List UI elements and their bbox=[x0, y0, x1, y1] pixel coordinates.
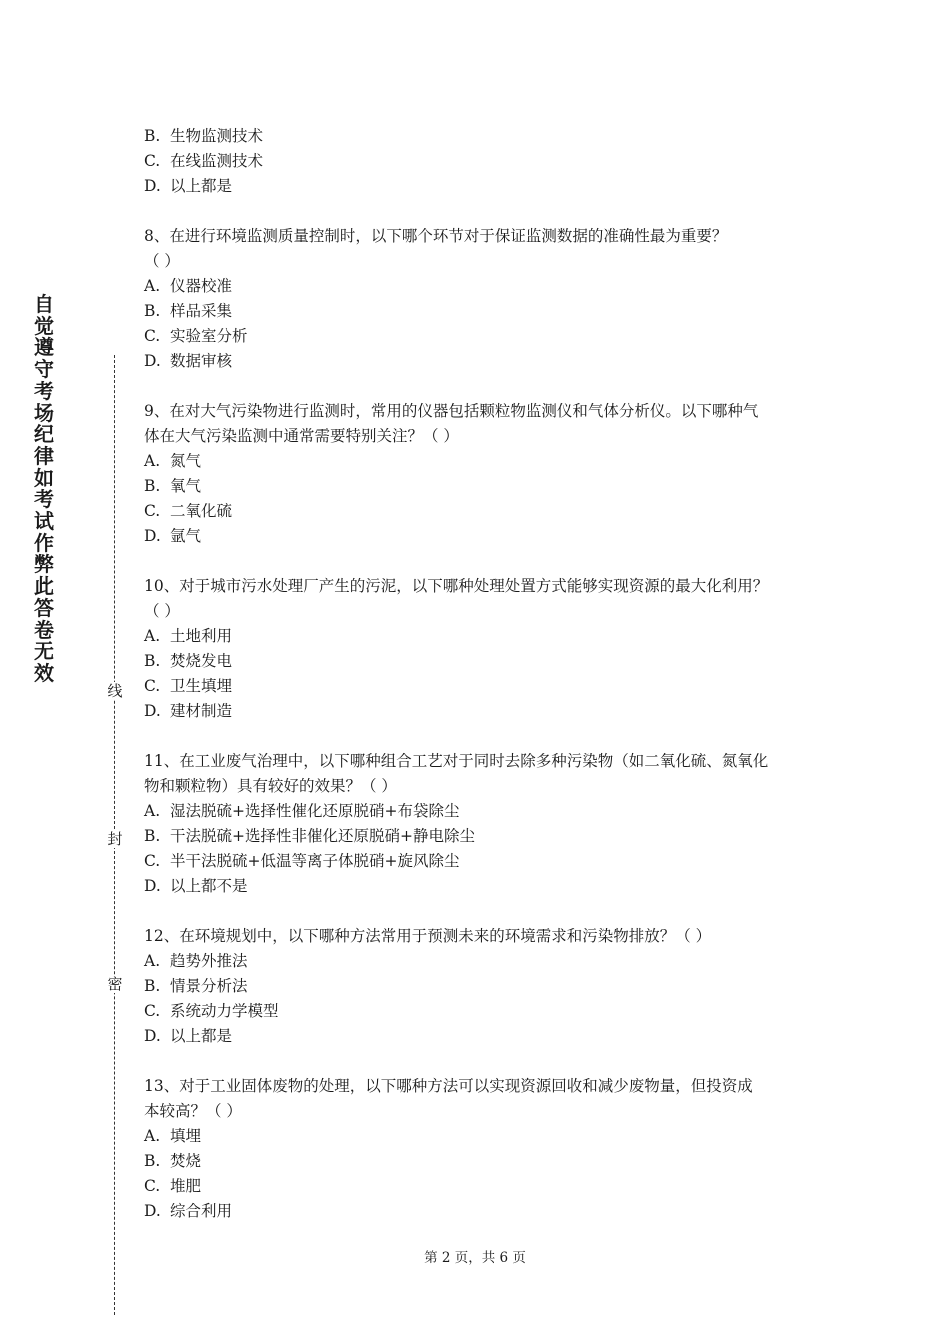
option-row bbox=[144, 999, 814, 1024]
question-stem: 本较高？（ ） bbox=[144, 1102, 242, 1120]
option-text: 二氧化硫 bbox=[170, 502, 233, 520]
option-letter: B. bbox=[144, 127, 161, 145]
option-text: 以上都是 bbox=[170, 177, 233, 195]
option-row bbox=[144, 699, 814, 724]
question-stem: （ ） bbox=[144, 252, 180, 270]
question-stem: 9、在对大气污染物进行监测时，常用的仪器包括颗粒物监测仪和气体分析仪。以下哪种气 bbox=[144, 402, 759, 420]
option-row bbox=[144, 624, 814, 649]
option-text: 情景分析法 bbox=[170, 977, 248, 995]
option-letter: C. bbox=[144, 1002, 161, 1020]
question-stem: 10、对于城市污水处理厂产生的污泥，以下哪种处理处置方式能够实现资源的最大化利用？ bbox=[144, 577, 769, 595]
question-block bbox=[144, 924, 814, 1049]
option-letter: A. bbox=[144, 802, 161, 820]
seal-seal-label: 封 bbox=[107, 830, 123, 848]
option-row bbox=[144, 174, 814, 199]
option-row bbox=[144, 1024, 814, 1049]
option-letter: A. bbox=[144, 452, 161, 470]
question-block bbox=[144, 399, 814, 549]
option-letter: B. bbox=[144, 652, 161, 670]
option-letter: D. bbox=[144, 177, 161, 195]
question-block bbox=[144, 1074, 814, 1224]
option-letter: A. bbox=[144, 627, 161, 645]
option-row bbox=[144, 799, 814, 824]
exam-discipline-warning: 自觉遵守考场纪律如考试作弊此答卷无效 bbox=[34, 292, 54, 685]
option-text: 焚烧 bbox=[170, 1152, 202, 1170]
option-text: 干法脱硫+选择性非催化还原脱硝+静电除尘 bbox=[170, 827, 475, 845]
option-text: 土地利用 bbox=[170, 627, 233, 645]
option-letter: B. bbox=[144, 827, 161, 845]
option-text: 系统动力学模型 bbox=[170, 1002, 279, 1020]
option-row bbox=[144, 1149, 814, 1174]
option-text: 建材制造 bbox=[170, 702, 233, 720]
option-row bbox=[144, 649, 814, 674]
question-list bbox=[144, 224, 814, 1224]
option-row bbox=[144, 274, 814, 299]
option-text: 综合利用 bbox=[170, 1202, 233, 1220]
option-row bbox=[144, 874, 814, 899]
option-letter: B. bbox=[144, 977, 161, 995]
option-letter: B. bbox=[144, 477, 161, 495]
option-text: 仪器校准 bbox=[170, 277, 233, 295]
option-letter: A. bbox=[144, 952, 161, 970]
question-content bbox=[144, 124, 814, 1224]
option-row bbox=[144, 149, 814, 174]
option-text: 趋势外推法 bbox=[170, 952, 248, 970]
option-text: 堆肥 bbox=[170, 1177, 202, 1195]
option-letter: D. bbox=[144, 1202, 161, 1220]
question-block bbox=[144, 749, 814, 899]
option-text: 氩气 bbox=[170, 527, 202, 545]
question-stem: 13、对于工业固体废物的处理，以下哪种方法可以实现资源回收和减少废物量，但投资成 bbox=[144, 1077, 753, 1095]
option-row bbox=[144, 299, 814, 324]
question-stem: （ ） bbox=[144, 602, 180, 620]
page-number: 第 2 页，共 6 页 bbox=[424, 1250, 526, 1266]
question-stem: 体在大气污染监测中通常需要特别关注？（ ） bbox=[144, 427, 459, 445]
option-letter: C. bbox=[144, 152, 161, 170]
option-letter: D. bbox=[144, 352, 161, 370]
option-letter: D. bbox=[144, 1027, 161, 1045]
question-block bbox=[144, 574, 814, 724]
option-letter: D. bbox=[144, 702, 161, 720]
option-letter: A. bbox=[144, 277, 161, 295]
option-row bbox=[144, 849, 814, 874]
option-row bbox=[144, 499, 814, 524]
option-row bbox=[144, 674, 814, 699]
seal-line-label: 线 bbox=[107, 682, 123, 700]
option-text: 卫生填埋 bbox=[170, 677, 233, 695]
question-stem: 12、在环境规划中，以下哪种方法常用于预测未来的环境需求和污染物排放？（ ） bbox=[144, 927, 712, 945]
option-row bbox=[144, 1124, 814, 1149]
question-stem: 11、在工业废气治理中，以下哪种组合工艺对于同时去除多种污染物（如二氧化硫、氮氧化 bbox=[144, 752, 769, 770]
option-row bbox=[144, 974, 814, 999]
option-row bbox=[144, 1174, 814, 1199]
question-stem: 8、在进行环境监测质量控制时，以下哪个环节对于保证监测数据的准确性最为重要？ bbox=[144, 227, 728, 245]
option-row bbox=[144, 1199, 814, 1224]
option-row bbox=[144, 949, 814, 974]
question-stem: 物和颗粒物）具有较好的效果？（ ） bbox=[144, 777, 397, 795]
option-row bbox=[144, 324, 814, 349]
option-row bbox=[144, 524, 814, 549]
option-text: 实验室分析 bbox=[170, 327, 248, 345]
option-letter: B. bbox=[144, 302, 161, 320]
option-row bbox=[144, 349, 814, 374]
option-text: 氧气 bbox=[170, 477, 202, 495]
option-text: 湿法脱硫+选择性催化还原脱硝+布袋除尘 bbox=[170, 802, 460, 820]
option-text: 生物监测技术 bbox=[170, 127, 264, 145]
option-row bbox=[144, 449, 814, 474]
option-letter: D. bbox=[144, 527, 161, 545]
option-letter: C. bbox=[144, 677, 161, 695]
option-letter: D. bbox=[144, 877, 161, 895]
option-text: 焚烧发电 bbox=[170, 652, 233, 670]
option-letter: C. bbox=[144, 852, 161, 870]
option-letter: C. bbox=[144, 327, 161, 345]
option-letter: B. bbox=[144, 1152, 161, 1170]
option-row bbox=[144, 474, 814, 499]
option-row bbox=[144, 824, 814, 849]
option-text: 样品采集 bbox=[170, 302, 233, 320]
continued-options bbox=[144, 124, 814, 199]
option-row bbox=[144, 124, 814, 149]
option-text: 填埋 bbox=[170, 1127, 202, 1145]
option-text: 半干法脱硫+低温等离子体脱硝+旋风除尘 bbox=[170, 852, 460, 870]
option-text: 以上都不是 bbox=[170, 877, 248, 895]
option-letter: A. bbox=[144, 1127, 161, 1145]
seal-close-label: 密 bbox=[107, 975, 123, 993]
option-letter: C. bbox=[144, 1177, 161, 1195]
option-text: 在线监测技术 bbox=[170, 152, 264, 170]
option-letter: C. bbox=[144, 502, 161, 520]
option-text: 以上都是 bbox=[170, 1027, 233, 1045]
option-text: 氮气 bbox=[170, 452, 202, 470]
option-text: 数据审核 bbox=[170, 352, 233, 370]
question-block bbox=[144, 224, 814, 374]
